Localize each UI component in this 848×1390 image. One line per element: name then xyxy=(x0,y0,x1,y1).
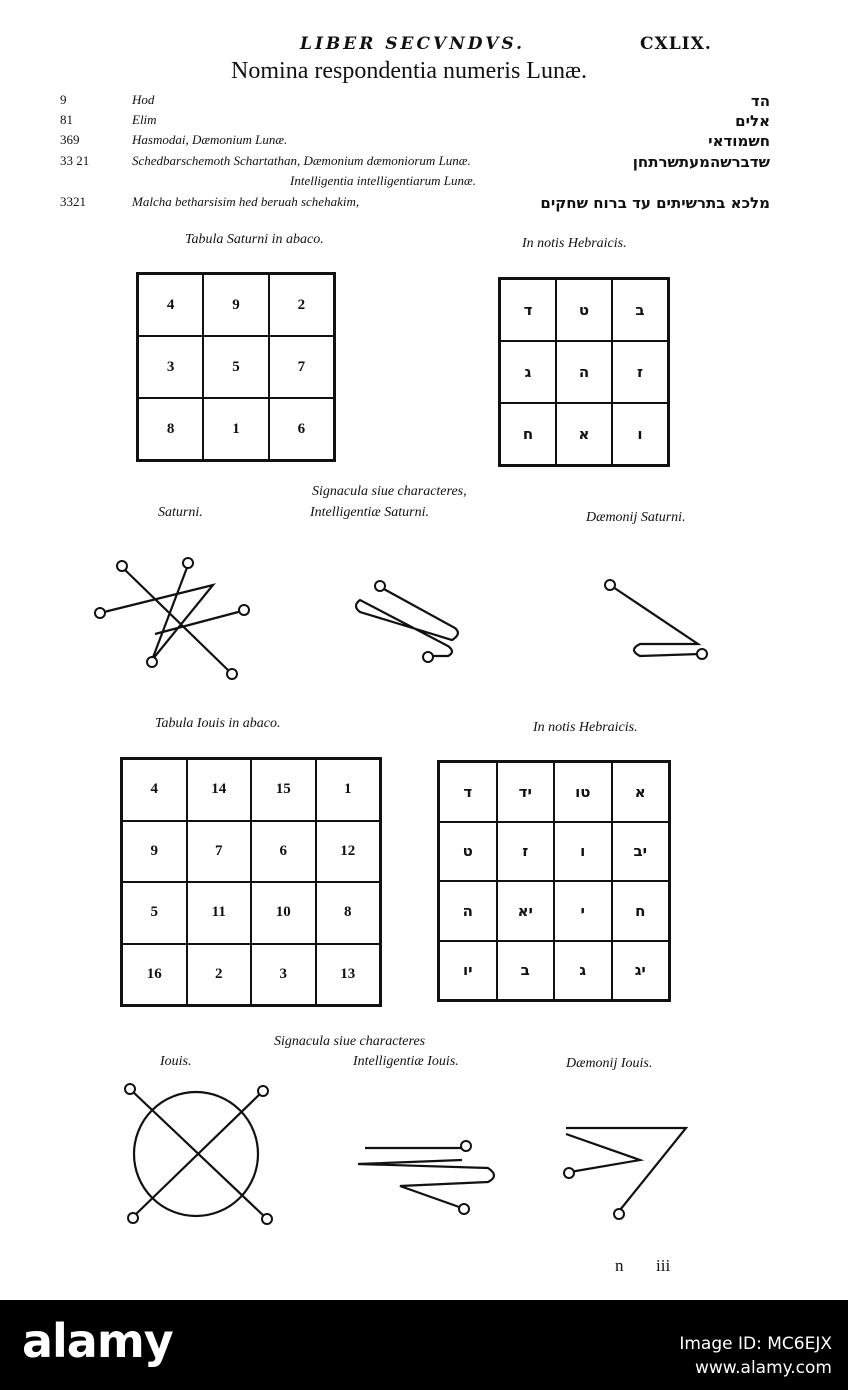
jupiter-abacus-cell: 15 xyxy=(251,759,316,821)
saturn-hebrew-cell: ו xyxy=(612,403,668,465)
name-number: 9 xyxy=(60,92,67,107)
jupiter-hebrew-cell: יב xyxy=(612,822,670,882)
jupiter-hebrew-cell: א xyxy=(612,762,670,822)
saturn-abacus-cell: 7 xyxy=(269,336,334,398)
alamy-logo xyxy=(22,1314,187,1368)
jupiter-abacus-cell: 14 xyxy=(187,759,252,821)
jupiter-hebrew-cell: יא xyxy=(497,881,555,941)
jupiter-abacus-cell: 8 xyxy=(316,882,381,944)
jupiter-hebrew-cell: ה xyxy=(439,881,497,941)
jupiter-hebrew-cell: ד xyxy=(439,762,497,822)
jupiter-abacus-cell: 1 xyxy=(316,759,381,821)
saturn-hebrew-cell: ב xyxy=(612,279,668,341)
signature-letter: n xyxy=(615,1256,624,1275)
signature-numeral: iii xyxy=(656,1256,671,1275)
page-title: Nomina respondentia numeris Lunæ. xyxy=(231,58,587,84)
saturn-planet-seal-caption: Saturni. xyxy=(158,505,203,520)
image-id: Image ID: MC6EJX xyxy=(679,1334,832,1354)
jupiter-hebrew-cell: ט xyxy=(439,822,497,882)
jupiter-abacus-cell: 6 xyxy=(251,821,316,883)
jupiter-planet-seal-icon xyxy=(125,1084,272,1224)
jupiter-hebrew-cell: ו xyxy=(554,822,612,882)
jupiter-hebrew-cell: טו xyxy=(554,762,612,822)
saturn-intelligence-seal-caption: Intelligentiæ Saturni. xyxy=(310,505,429,520)
jupiter-abacus-cell: 5 xyxy=(122,882,187,944)
name-number: 33 21 xyxy=(60,153,90,168)
jupiter-abacus-cell: 2 xyxy=(187,944,252,1006)
jupiter-hebrew-cell: יו xyxy=(439,941,497,1001)
saturn-abacus-caption: Tabula Saturni in abaco. xyxy=(185,232,324,247)
name-number: 3321 xyxy=(60,194,86,209)
jupiter-abacus-caption: Tabula Iouis in abaco. xyxy=(155,716,281,731)
jupiter-abacus-cell: 11 xyxy=(187,882,252,944)
jupiter-abacus-cell: 7 xyxy=(187,821,252,883)
jupiter-hebrew-cell: ג xyxy=(554,941,612,1001)
jupiter-abacus-cell: 12 xyxy=(316,821,381,883)
jupiter-abacus-cell: 3 xyxy=(251,944,316,1006)
saturn-hebrew-caption: In notis Hebraicis. xyxy=(522,236,627,251)
jupiter-hebrew-cell: י xyxy=(554,881,612,941)
name-latin: Malcha betharsisim hed beruah schehakim, xyxy=(132,194,360,209)
saturn-abacus-cell: 8 xyxy=(138,398,203,460)
saturn-daemon-seal-caption: Dæmonij Saturni. xyxy=(586,510,686,525)
name-hebrew: שדברשהמעתשרתחן xyxy=(632,153,770,171)
jupiter-abacus-cell: 4 xyxy=(122,759,187,821)
site-url[interactable]: www.alamy.com xyxy=(694,1358,832,1378)
saturn-hebrew-cell: ג xyxy=(500,341,556,403)
jupiter-intelligence-seal-caption: Intelligentiæ Iouis. xyxy=(353,1054,459,1069)
jupiter-intelligence-seal-icon xyxy=(358,1141,494,1214)
name-latin: Elim xyxy=(132,112,157,127)
logo-square-icon xyxy=(177,1347,187,1357)
saturn-abacus-cell: 1 xyxy=(203,398,268,460)
stock-banner xyxy=(0,1300,848,1390)
name-hebrew: מלכא בתרשיתים עד ברוח שחקים xyxy=(540,194,770,212)
intelligentia-line: Intelligentia intelligentiarum Lunæ. xyxy=(290,173,476,188)
saturn-abacus-cell: 2 xyxy=(269,274,334,336)
saturn-abacus-cell: 5 xyxy=(203,336,268,398)
saturn-abacus-cell: 6 xyxy=(269,398,334,460)
saturn-abacus-cell: 4 xyxy=(138,274,203,336)
name-hebrew: אלים xyxy=(735,112,770,130)
jupiter-planet-seal-caption: Iouis. xyxy=(160,1054,192,1069)
jupiter-abacus-cell: 9 xyxy=(122,821,187,883)
saturn-hebrew-cell: א xyxy=(556,403,612,465)
jupiter-hebrew-cell: יד xyxy=(497,762,555,822)
jupiter-hebrew-caption: In notis Hebraicis. xyxy=(533,720,638,735)
name-number: 369 xyxy=(60,132,80,147)
jupiter-abacus-cell: 13 xyxy=(316,944,381,1006)
name-hebrew: חשמודאי xyxy=(708,132,770,150)
jupiter-hebrew-cell: יג xyxy=(612,941,670,1001)
jupiter-daemon-seal-icon xyxy=(564,1128,686,1219)
name-number: 81 xyxy=(60,112,73,127)
jupiter-hebrew-cell: ח xyxy=(612,881,670,941)
name-latin: Hasmodai, Dæmonium Lunæ. xyxy=(132,132,288,147)
jupiter-hebrew-cell: ב xyxy=(497,941,555,1001)
page-number: CXLIX. xyxy=(640,34,712,54)
running-title: LIBER SECVNDVS. xyxy=(300,34,525,54)
name-hebrew: הד xyxy=(750,92,770,110)
saturn-abacus-cell: 9 xyxy=(203,274,268,336)
saturn-abacus-cell: 3 xyxy=(138,336,203,398)
name-latin: Schedbarschemoth Schartathan, Dæmonium dæmoniorum Lunæ. xyxy=(132,153,471,168)
saturn-hebrew-cell: ט xyxy=(556,279,612,341)
jupiter-hebrew-cell: ז xyxy=(497,822,555,882)
jupiter-abacus-cell: 16 xyxy=(122,944,187,1006)
saturn-hebrew-cell: ח xyxy=(500,403,556,465)
saturn-signacula-caption: Signacula siue characteres, xyxy=(312,484,467,499)
saturn-hebrew-cell: ז xyxy=(612,341,668,403)
jupiter-signacula-caption: Signacula siue characteres xyxy=(274,1034,426,1049)
jupiter-abacus-cell: 10 xyxy=(251,882,316,944)
saturn-hebrew-cell: ה xyxy=(556,341,612,403)
jupiter-daemon-seal-caption: Dæmonij Iouis. xyxy=(566,1056,653,1071)
saturn-hebrew-cell: ד xyxy=(500,279,556,341)
name-latin: Hod xyxy=(132,92,155,107)
alamy-logo-text: alamy xyxy=(22,1314,173,1368)
